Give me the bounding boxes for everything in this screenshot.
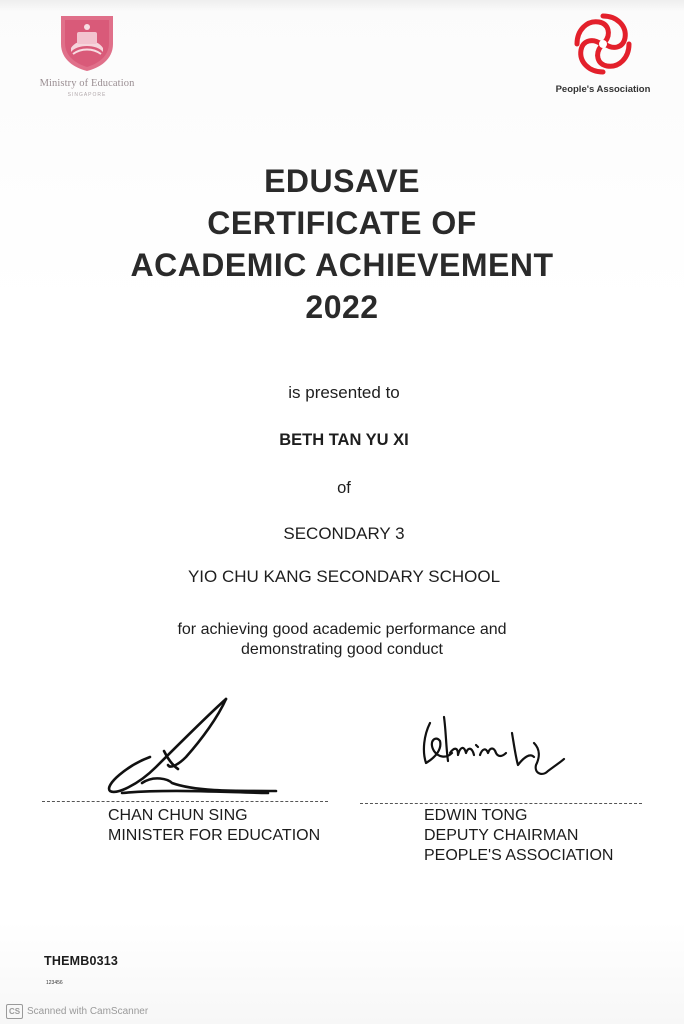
title-line-1: EDUSAVE [264,163,420,199]
signature-left [98,695,283,800]
signatory-left-name: CHAN CHUN SING [108,807,248,824]
moe-country: SINGAPORE [67,92,107,98]
signatory-right-name: EDWIN TONG [424,807,528,824]
of-text: of [337,479,351,497]
signatory-left [108,806,320,846]
signature-line-right [360,803,642,804]
signatory-right [424,806,613,866]
reason-line-1: for achieving good academic performance and [177,621,507,638]
signatory-right-org: PEOPLE'S ASSOCIATION [424,847,614,864]
moe-name: Ministry of Education [39,78,135,89]
scanner-watermark [6,1004,148,1019]
presented-text: is presented to [288,383,400,402]
signatory-right-title: DEPUTY CHAIRMAN [424,827,579,844]
recipient-name: BETH TAN YU XI [279,431,409,449]
moe-logo [28,10,158,105]
signature-line-left [42,801,328,802]
signatory-left-title: MINISTER FOR EDUCATION [108,827,321,844]
certificate-title [0,160,684,328]
title-line-3: ACADEMIC ACHIEVEMENT [130,247,554,283]
pa-logo [548,8,658,100]
signature-right [416,713,576,793]
certificate-serial: THEMB0313 [44,954,119,968]
moe-crest-icon [59,14,115,72]
pa-name: People's Association [555,84,651,95]
title-line-2: CERTIFICATE OF [207,205,477,241]
school-name: YIO CHU KANG SECONDARY SCHOOL [187,567,501,586]
pa-rings-icon [569,10,637,78]
camscanner-icon: CS [6,1004,23,1019]
scanner-text: Scanned with CamScanner [27,1006,149,1017]
school-level: SECONDARY 3 [283,524,405,543]
serial-small-print: 123456 [46,980,63,986]
title-year: 2022 [305,289,379,325]
reason-line-2: demonstrating good conduct [241,641,443,658]
